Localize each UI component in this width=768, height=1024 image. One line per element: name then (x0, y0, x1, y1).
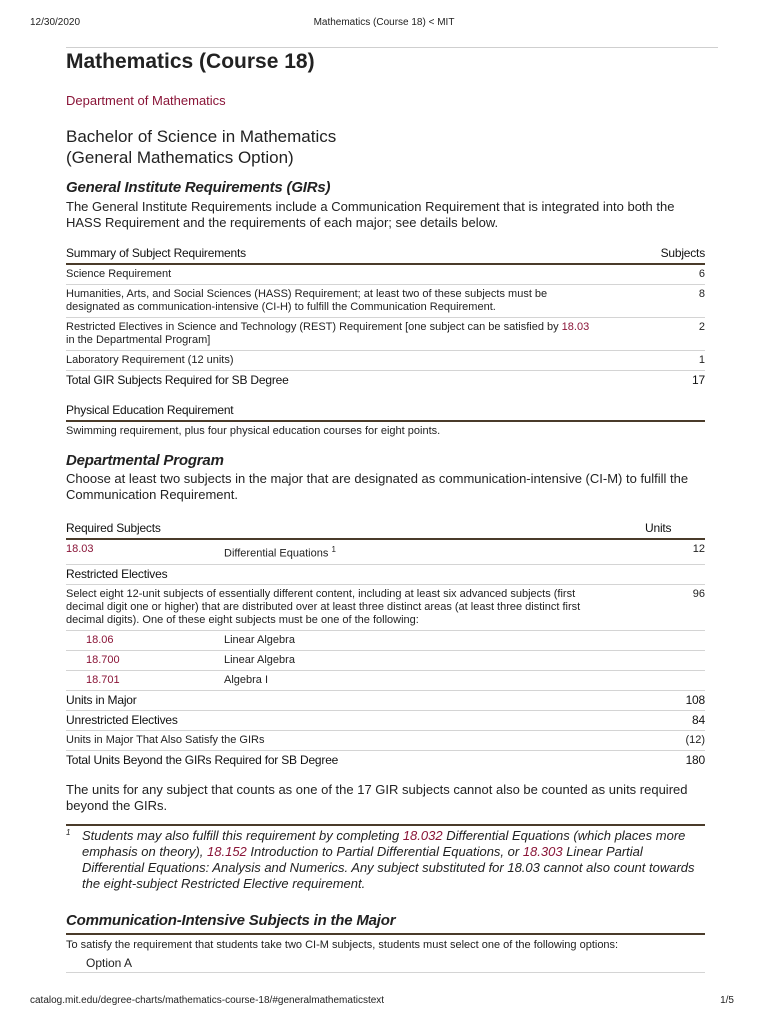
table-row (66, 264, 705, 285)
print-url: catalog.mit.edu/degree-charts/mathematics-course-18/#generalmathematicstext (30, 995, 385, 1006)
course-link-18-152[interactable]: 18.152 (207, 843, 247, 859)
table-row (66, 539, 705, 564)
gir-row-label: Laboratory Requirement (12 units) (66, 351, 661, 371)
table-row (66, 630, 705, 650)
table-row (66, 584, 705, 630)
satisfy-value: (12) (645, 730, 705, 750)
dept-total-value: 180 (685, 752, 705, 767)
unrestricted-value: 84 (645, 710, 705, 730)
units-major-value: 108 (645, 690, 705, 710)
table-row (66, 670, 705, 690)
pe-text: Swimming requirement, plus four physical education courses for eight points. (66, 425, 441, 437)
gir-row-label: Restricted Electives in Science and Technology (REST) Requirement [one subject can be satisfied by 18.03 in the Departmental Program] (66, 318, 661, 351)
degree-title-line1: Bachelor of Science in Mathematics (66, 127, 337, 146)
dept-heading: Departmental Program (66, 452, 224, 469)
table-row (66, 650, 705, 670)
ci-text: To satisfy the requirement that students take two CI-M subjects, students must select one of the following options: (66, 933, 705, 952)
gir-row-label: Science Requirement (66, 264, 661, 285)
gir-heading: General Institute Requirements (GIRs) (66, 179, 331, 196)
gir-total-label: Total GIR Subjects Required for SB Degree (66, 373, 289, 387)
gir-table-header (66, 243, 705, 264)
table-row (66, 730, 705, 750)
gir-row-value: 1 (661, 351, 705, 371)
course-name: Linear Algebra (224, 650, 645, 670)
dept-header-left: Required Subjects (66, 521, 161, 535)
course-link-18-06[interactable]: 18.06 (66, 630, 224, 650)
restricted-text: Select eight 12-unit subjects of essentially different content, including at least six advanced subjects (first decimal digit one or higher) that are distributed over at least three distinct areas (at least three distinct first decimal digits). One of these eight subjects must be one of the following: (66, 584, 645, 630)
restricted-heading-row (66, 564, 705, 584)
footnote (66, 824, 705, 892)
footnote-number: 1 (66, 827, 71, 837)
pe-table (66, 400, 705, 441)
course-name: Algebra I (224, 670, 645, 690)
units-major-row (66, 690, 705, 710)
department-link[interactable]: Department of Mathematics (66, 93, 226, 108)
pe-heading: Physical Education Requirement (66, 403, 234, 417)
dept-total-label: Total Units Beyond the GIRs Required for SB Degree (66, 752, 339, 767)
restricted-heading: Restricted Electives (66, 564, 705, 584)
dept-total-row (66, 750, 705, 770)
satisfy-label: Units in Major That Also Satisfy the GIRs (66, 730, 645, 750)
degree-title (66, 126, 705, 168)
units-major-label: Units in Major (66, 690, 645, 710)
dept-table (66, 518, 705, 770)
gir-row-value: 8 (661, 285, 705, 318)
gir-row-label: Humanities, Arts, and Social Sciences (HASS) Requirement; at least two of these subjects must be designated as communication-intensive (CI-H) to fulfill the Communication Requirement. (66, 285, 661, 318)
header-divider (66, 47, 718, 48)
course-name: Differential Equations $^1$ (224, 539, 645, 564)
dept-header-right: Units (645, 521, 672, 535)
gir-summary-table (66, 243, 705, 390)
dept-note: The units for any subject that counts as one of the 17 GIR subjects cannot also be counted as units required beyond the GIRs. (66, 781, 688, 813)
page-title: Mathematics (Course 18) (66, 50, 315, 73)
course-link-18-303[interactable]: 18.303 (522, 843, 563, 859)
pe-header (66, 400, 705, 421)
course-link-18-03[interactable]: 18.03 (561, 321, 590, 333)
print-page-number: 1/5 (720, 995, 734, 1006)
ci-option-a: Option A (66, 952, 705, 973)
unrestricted-row (66, 710, 705, 730)
ci-heading: Communication-Intensive Subjects in the Major (66, 911, 396, 929)
course-link-18-032[interactable]: 18.032 (402, 827, 443, 843)
course-units: 12 (645, 539, 705, 564)
footnote-marker[interactable]: 1 (331, 545, 336, 554)
degree-title-line2: (General Mathematics Option) (66, 148, 294, 167)
gir-header-right: Subjects (660, 246, 705, 260)
table-row (66, 318, 705, 351)
print-date: 12/30/2020 (30, 17, 81, 28)
gir-total-value: 17 (692, 373, 705, 387)
table-row (66, 351, 705, 371)
dept-table-header (66, 518, 705, 539)
table-row (66, 285, 705, 318)
restricted-units: 96 (645, 584, 705, 630)
course-link-18-03[interactable]: 18.03 (66, 539, 224, 564)
footnote-text: Students may also fulfill this requirement by completing 18.032 Differential Equations (which places more emphasis on theory), 18.152 Introduction to Partial Differential Equations, or 18.303 Linear Partial Differential Equations: Analysis and Numerics. Any subject substituted for 18.03 cannot also count towards the eight-subject Restricted Elective requirement. (82, 827, 695, 891)
table-row (66, 421, 705, 441)
gir-header-left: Summary of Subject Requirements (66, 246, 246, 260)
course-link-18-700[interactable]: 18.700 (66, 650, 224, 670)
course-name: Linear Algebra (224, 630, 645, 650)
gir-row-value: 2 (661, 318, 705, 351)
unrestricted-label: Unrestricted Electives (66, 710, 645, 730)
print-title: Mathematics (Course 18) < MIT (313, 17, 455, 28)
course-link-18-701[interactable]: 18.701 (66, 670, 224, 690)
gir-intro: The General Institute Requirements include a Communication Requirement that is integrated into both the HASS Requirement and the requirements of each major; see details below. (66, 199, 675, 230)
gir-row-value: 6 (661, 264, 705, 285)
gir-total-row (66, 371, 705, 391)
dept-intro: Choose at least two subjects in the major that are designated as communication-intensive (CI-M) to fulfill the Communication Requirement. (66, 471, 689, 502)
page-content (66, 50, 705, 973)
